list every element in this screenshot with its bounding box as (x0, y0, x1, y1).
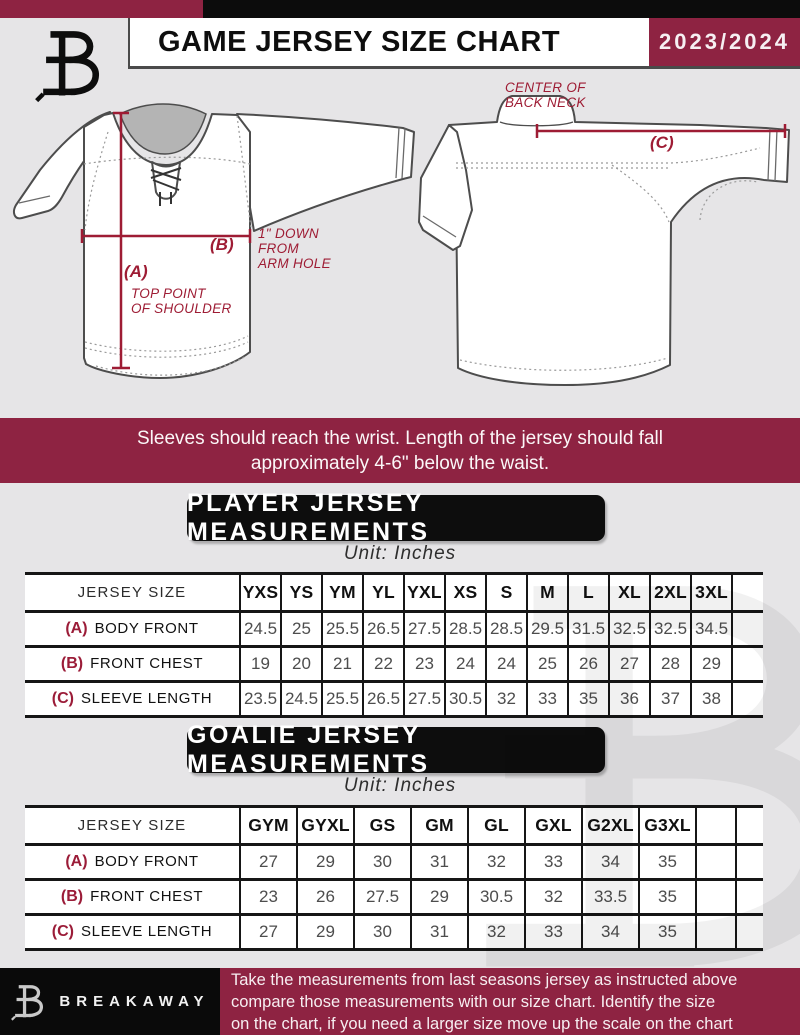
row-label: (A) BODY FRONT (25, 612, 240, 647)
measurement-value: 32 (468, 915, 525, 950)
measurement-value: 27 (609, 647, 650, 682)
fit-note-line1: Sleeves should reach the wrist. Length of the jersey should fall (137, 427, 663, 449)
measurement-value: 30.5 (445, 682, 486, 717)
breakaway-wordmark: BREAKAWAY (59, 993, 210, 1010)
page-title: GAME JERSEY SIZE CHART (158, 25, 561, 58)
size-col-header: G2XL (582, 807, 639, 845)
table-overhang (732, 682, 763, 717)
front-label-a: (A) (124, 262, 148, 281)
table-overhang (732, 574, 763, 612)
size-col-header: 3XL (691, 574, 732, 612)
row-label: (B) FRONT CHEST (25, 880, 240, 915)
goalie-size-table (25, 805, 763, 951)
size-col-header: YXL (404, 574, 445, 612)
size-col-header: YM (322, 574, 363, 612)
measurement-value: 32 (468, 845, 525, 880)
top-strip-black (203, 0, 800, 18)
size-col-header: GYXL (297, 807, 354, 845)
table-overhang (732, 612, 763, 647)
size-col-header: YS (281, 574, 322, 612)
fit-note-line2: approximately 4-6" below the waist. (250, 452, 550, 474)
measurement-value: 24 (445, 647, 486, 682)
measurement-value: 32.5 (650, 612, 691, 647)
measurement-value: 23.5 (240, 682, 281, 717)
size-col-header: L (568, 574, 609, 612)
measurement-value: 24 (486, 647, 527, 682)
measurement-value: 22 (363, 647, 404, 682)
size-col-header: GXL (525, 807, 582, 845)
footer-note-line1: Take the measurements from last seasons jersey as instructed above (231, 970, 738, 989)
front-note-a: TOP POINT OF SHOULDER (131, 286, 232, 316)
measurement-value: 30 (354, 915, 411, 950)
measurement-value: 35 (568, 682, 609, 717)
measurement-value: 27 (240, 845, 297, 880)
measurement-value: 28.5 (445, 612, 486, 647)
measurement-value: 25.5 (322, 612, 363, 647)
title-bar (128, 18, 800, 69)
table-overhang (736, 807, 763, 845)
fit-note-banner (0, 418, 800, 483)
row-label: (C) SLEEVE LENGTH (25, 682, 240, 717)
measurement-value: 35 (639, 880, 696, 915)
size-col-header: GYM (240, 807, 297, 845)
goalie-front-chest-row (25, 880, 763, 915)
player-body-front-row (25, 612, 763, 647)
back-label-c: (C) (650, 133, 674, 152)
measurement-value: 27.5 (404, 682, 445, 717)
measurement-value: 24.5 (240, 612, 281, 647)
breakaway-logo-icon (10, 981, 50, 1023)
measurement-value: 37 (650, 682, 691, 717)
measurement-value: 28.5 (486, 612, 527, 647)
measurement-value: 26.5 (363, 682, 404, 717)
measurement-value: 20 (281, 647, 322, 682)
measurement-value: 38 (691, 682, 732, 717)
jersey-size-header: JERSEY SIZE (25, 807, 240, 845)
measurement-value: 32.5 (609, 612, 650, 647)
row-label: (C) SLEEVE LENGTH (25, 915, 240, 950)
footer-note-line2: compare those measurements with our size chart. Identify the size (231, 992, 716, 1011)
measurement-value: 34 (582, 915, 639, 950)
player-front-chest-row (25, 647, 763, 682)
size-col-header: GS (354, 807, 411, 845)
front-label-b: (B) (210, 235, 234, 254)
player-sleeve-length-row (25, 682, 763, 717)
size-col-header: 2XL (650, 574, 691, 612)
measurement-value: 26.5 (363, 612, 404, 647)
measurement-value: 25 (281, 612, 322, 647)
measurement-value: 29 (691, 647, 732, 682)
measurement-value: 23 (240, 880, 297, 915)
measurement-value: 26 (297, 880, 354, 915)
measurement-value: 25 (527, 647, 568, 682)
goalie-sleeve-length-row (25, 915, 763, 950)
measurement-value: 31.5 (568, 612, 609, 647)
jersey-size-header: JERSEY SIZE (25, 574, 240, 612)
size-col-header: G3XL (639, 807, 696, 845)
table-overhang (736, 915, 763, 950)
measurement-value: 25.5 (322, 682, 363, 717)
measurement-value: 34.5 (691, 612, 732, 647)
player-measurements-heading: PLAYER JERSEY MEASUREMENTS (187, 495, 605, 541)
measurement-value: 29 (297, 915, 354, 950)
goalie-unit-label: Unit: Inches (343, 775, 457, 796)
footer-note (220, 968, 800, 1035)
measurement-value: 30.5 (468, 880, 525, 915)
measurement-value: 31 (411, 915, 468, 950)
measurement-value: 34 (582, 845, 639, 880)
size-col-header: XL (609, 574, 650, 612)
measurement-value: 35 (639, 915, 696, 950)
back-jersey-diagram (419, 96, 789, 385)
footer-note-line3: on the chart, if you need a larger size move up the scale on the chart (231, 1014, 733, 1033)
season-badge: 2023/2024 (649, 18, 800, 66)
footer-brand-block (0, 968, 220, 1035)
size-col-header: S (486, 574, 527, 612)
goalie-size-header-row (25, 807, 763, 845)
size-col-header: YXS (240, 574, 281, 612)
measurement-value: 19 (240, 647, 281, 682)
measurement-value: 36 (609, 682, 650, 717)
measurement-value: 28 (650, 647, 691, 682)
goalie-body-front-row (25, 845, 763, 880)
measurement-value: 27.5 (354, 880, 411, 915)
measurement-value: 31 (411, 845, 468, 880)
measurement-value: 29 (297, 845, 354, 880)
empty-size-column (696, 807, 736, 845)
jersey-diagrams (0, 70, 800, 420)
measurement-value: 30 (354, 845, 411, 880)
empty-size-column (696, 845, 736, 880)
row-label: (A) BODY FRONT (25, 845, 240, 880)
measurement-value: 23 (404, 647, 445, 682)
goalie-measurements-heading: GOALIE JERSEY MEASUREMENTS (187, 727, 605, 773)
table-overhang (736, 880, 763, 915)
size-col-header: YL (363, 574, 404, 612)
measurement-value: 27.5 (404, 612, 445, 647)
table-overhang (732, 647, 763, 682)
measurement-value: 35 (639, 845, 696, 880)
footer (0, 968, 800, 1035)
measurement-value: 27 (240, 915, 297, 950)
player-size-table (25, 572, 763, 718)
measurement-value: 29.5 (527, 612, 568, 647)
size-col-header: XS (445, 574, 486, 612)
measurement-value: 21 (322, 647, 363, 682)
measurement-value: 33 (527, 682, 568, 717)
measurement-value: 33.5 (582, 880, 639, 915)
size-col-header: GM (411, 807, 468, 845)
measurement-value: 32 (525, 880, 582, 915)
measurement-value: 32 (486, 682, 527, 717)
back-neck-note: CENTER OF BACK NECK (505, 80, 586, 110)
front-note-b: 1" DOWN FROM ARM HOLE (258, 226, 331, 271)
measurement-value: 24.5 (281, 682, 322, 717)
player-unit-label: Unit: Inches (343, 543, 457, 564)
empty-size-column (696, 915, 736, 950)
measurement-value: 26 (568, 647, 609, 682)
measurement-value: 29 (411, 880, 468, 915)
table-overhang (736, 845, 763, 880)
size-col-header: M (527, 574, 568, 612)
size-col-header: GL (468, 807, 525, 845)
player-size-header-row (25, 574, 763, 612)
empty-size-column (696, 880, 736, 915)
top-strip-maroon (0, 0, 203, 18)
measurement-value: 33 (525, 915, 582, 950)
row-label: (B) FRONT CHEST (25, 647, 240, 682)
measurement-value: 33 (525, 845, 582, 880)
